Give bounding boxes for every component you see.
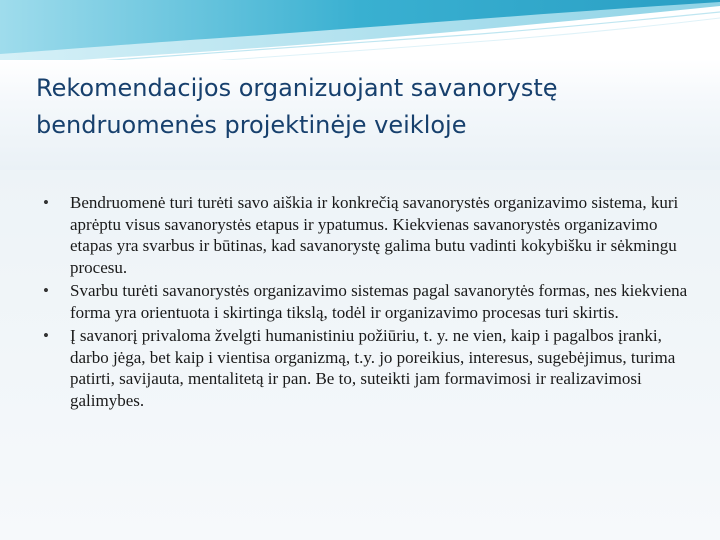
bullet-dot-icon: • <box>43 326 49 345</box>
bullet-text: Į savanorį privaloma žvelgti humanistiniu požiūriu, t. y. ne vien, kaip i pagalbos įranki, darbo jėga, bet kaip i vientisa organizmą, t.y. jo poreikius, interesus, sugebėjimus, turima patirti, savijauta, mentalitetą ir pan. Be to, suteikti jam formavimosi ir realizavimosi galimybes. <box>70 326 676 410</box>
bullet-item <box>40 280 690 323</box>
bullet-list <box>40 192 690 413</box>
bullet-dot-icon: • <box>43 193 49 212</box>
slide-title-line-1: Rekomendacijos organizuojant savanorystę <box>36 74 558 102</box>
bullet-item <box>40 192 690 278</box>
bullet-text: Svarbu turėti savanorystės organizavimo sistemas pagal savanorytės formas, nes kiekviena forma yra orientuota i skirtinga tikslą, todėl ir organizavimo procesas turi skirtis. <box>70 281 688 322</box>
bullet-item <box>40 325 690 411</box>
bullet-text: Bendruomenė turi turėti savo aiškia ir konkrečią savanorystės organizavimo sistema, kuri aprėptu visus savanorystės etapus ir ypatumus. Kiekvienas savanorystės organizavimo etapas yra svarbus ir būtinas, kad savanorystę galima butu vadinti kokybišku ir sėkmingu procesu. <box>70 193 679 277</box>
slide-title <box>36 70 696 144</box>
slide-title-line-2: bendruomenės projektinėje veikloje <box>36 111 467 139</box>
bullet-dot-icon: • <box>43 281 49 300</box>
